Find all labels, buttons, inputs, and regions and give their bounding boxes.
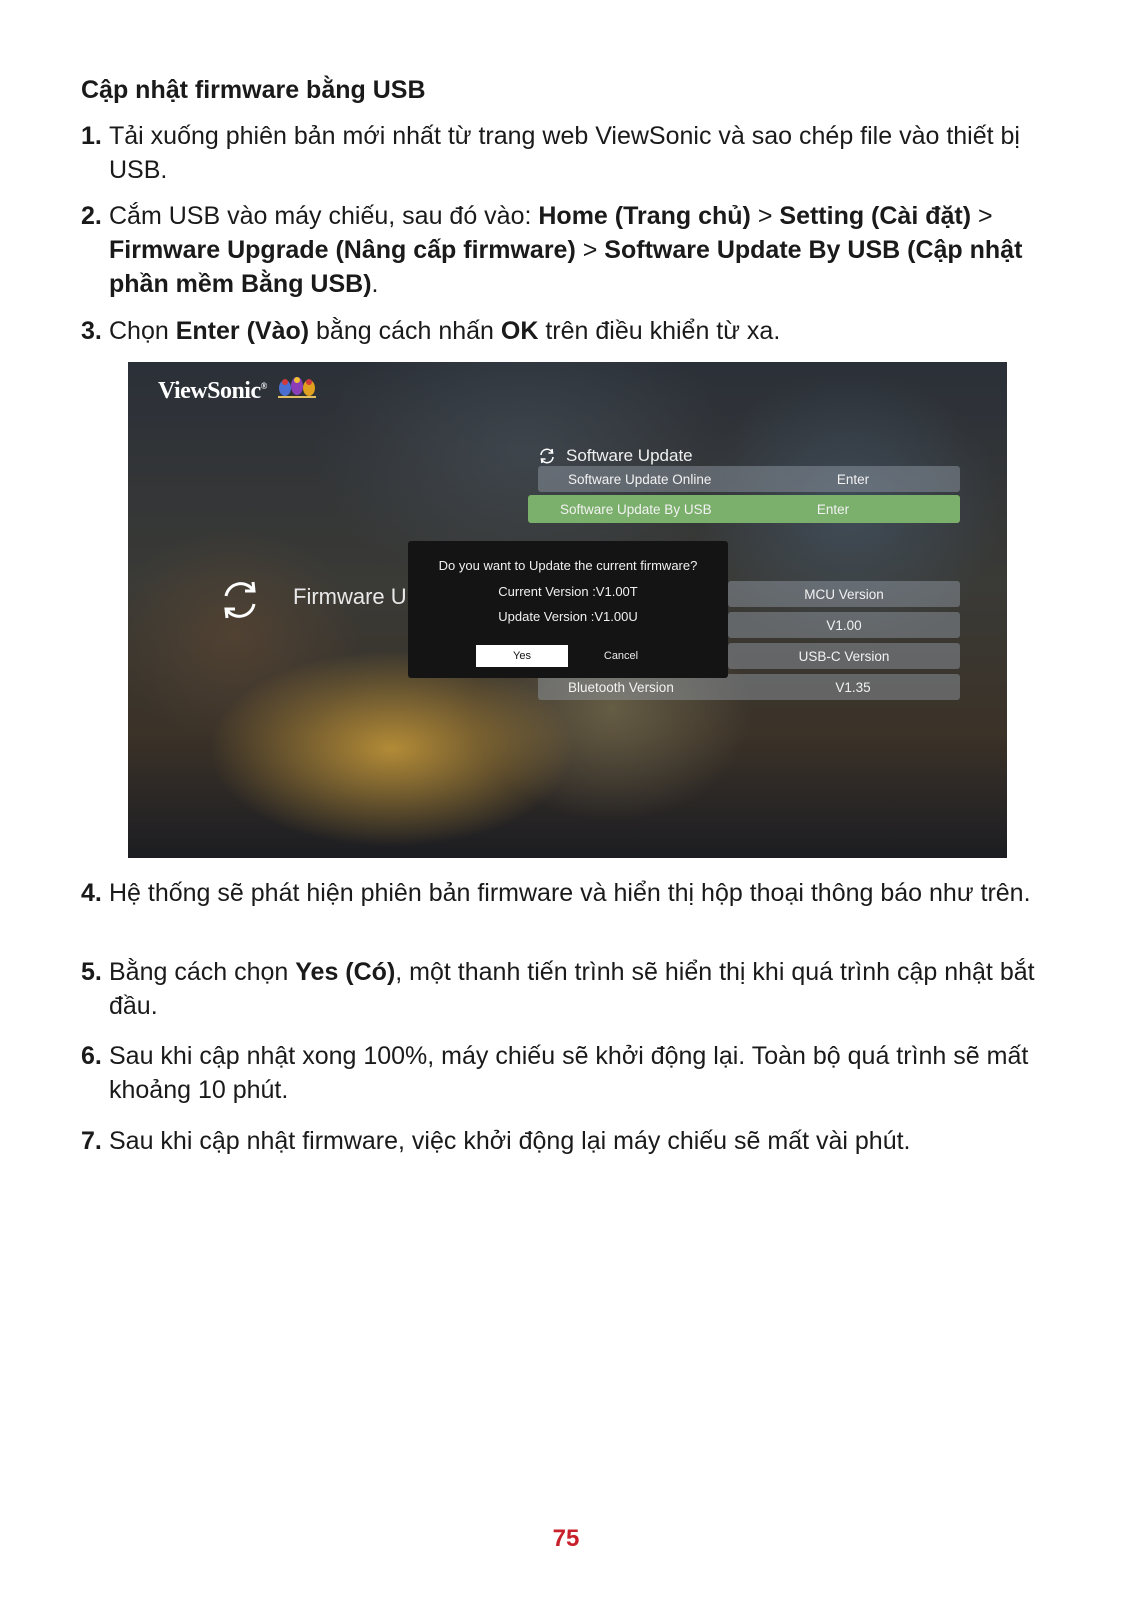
- viewsonic-logo: ViewSonic®: [158, 378, 267, 404]
- menu-path-firmware-upgrade: Firmware Upgrade (Nâng cấp firmware): [109, 236, 576, 264]
- menu-item-software-update-online[interactable]: Software Update Online Enter: [538, 466, 960, 492]
- step-text: Cắm USB vào máy chiếu, sau đó vào: Home (Trang chủ) > Setting (Cài đặt) > Firmware Upgrade (Nâng cấp firmware) > Software Update By USB (Cập nhật phần mềm Bằng USB).: [109, 202, 1023, 298]
- firmware-upgrade-title: Firmware U: [293, 584, 407, 609]
- menu-item-mcu-version: MCU Version: [728, 581, 960, 607]
- step-text: Chọn Enter (Vào) bằng cách nhấn OK trên điều khiển từ xa.: [109, 317, 781, 345]
- step-text: Sau khi cập nhật xong 100%, máy chiếu sẽ khởi động lại. Toàn bộ quá trình sẽ mất khoảng 10 phút.: [109, 1042, 1029, 1104]
- step-2: [81, 199, 1061, 301]
- yes-button[interactable]: Yes: [476, 645, 568, 667]
- refresh-icon: [218, 578, 262, 622]
- step-3: [81, 314, 1061, 348]
- step-number: 5.: [81, 958, 102, 986]
- dialog-update-version: Update Version :V1.00U: [498, 609, 638, 624]
- step-number: 7.: [81, 1127, 102, 1155]
- update-confirm-dialog: [408, 541, 728, 678]
- step-6: [81, 1039, 1061, 1107]
- step-text: Tải xuống phiên bản mới nhất từ trang web ViewSonic và sao chép file vào thiết bị USB.: [109, 122, 1020, 184]
- step-text: Hệ thống sẽ phát hiện phiên bản firmware và hiển thị hộp thoại thông báo như trên.: [109, 879, 1031, 907]
- step-7: [81, 1124, 1061, 1158]
- step-number: 6.: [81, 1042, 102, 1070]
- dialog-current-version: Current Version :V1.00T: [498, 584, 638, 599]
- menu-path-setting: Setting (Cài đặt): [779, 202, 972, 230]
- step-text: Bằng cách chọn Yes (Có), một thanh tiến trình sẽ hiển thị khi quá trình cập nhật bắt đầu.: [109, 958, 1035, 1020]
- step-number: 2.: [81, 202, 102, 230]
- menu-item-bluetooth-version: Bluetooth Version V1.35: [538, 674, 960, 700]
- section-heading: Cập nhật firmware bằng USB: [81, 76, 426, 104]
- projector-screenshot: [128, 362, 1007, 858]
- step-number: 3.: [81, 317, 102, 345]
- menu-item-mcu-version-value: V1.00: [728, 612, 960, 638]
- software-update-header: [538, 446, 693, 466]
- step-1: [81, 119, 1061, 187]
- menu-path-home: Home (Trang chủ): [538, 202, 751, 230]
- step-number: 4.: [81, 879, 102, 907]
- dialog-question: Do you want to Update the current firmware?: [438, 558, 698, 573]
- menu-item-software-update-by-usb[interactable]: Software Update By USB Enter: [528, 495, 960, 523]
- step-number: 1.: [81, 122, 102, 150]
- menu-path-software-update-usb: Software Update By USB (Cập nhật phần mềm Bằng USB): [109, 236, 1023, 298]
- page-number: 75: [552, 1525, 580, 1552]
- viewsonic-birds-icon: [276, 374, 318, 402]
- cancel-button[interactable]: Cancel: [586, 645, 656, 667]
- menu-item-usbc-version: USB-C Version: [728, 643, 960, 669]
- sync-icon: [538, 447, 556, 465]
- software-update-title: Software Update: [566, 446, 693, 465]
- step-4: [81, 876, 1061, 910]
- step-text: Sau khi cập nhật firmware, việc khởi động lại máy chiếu sẽ mất vài phút.: [109, 1127, 911, 1155]
- step-5: [81, 955, 1061, 1023]
